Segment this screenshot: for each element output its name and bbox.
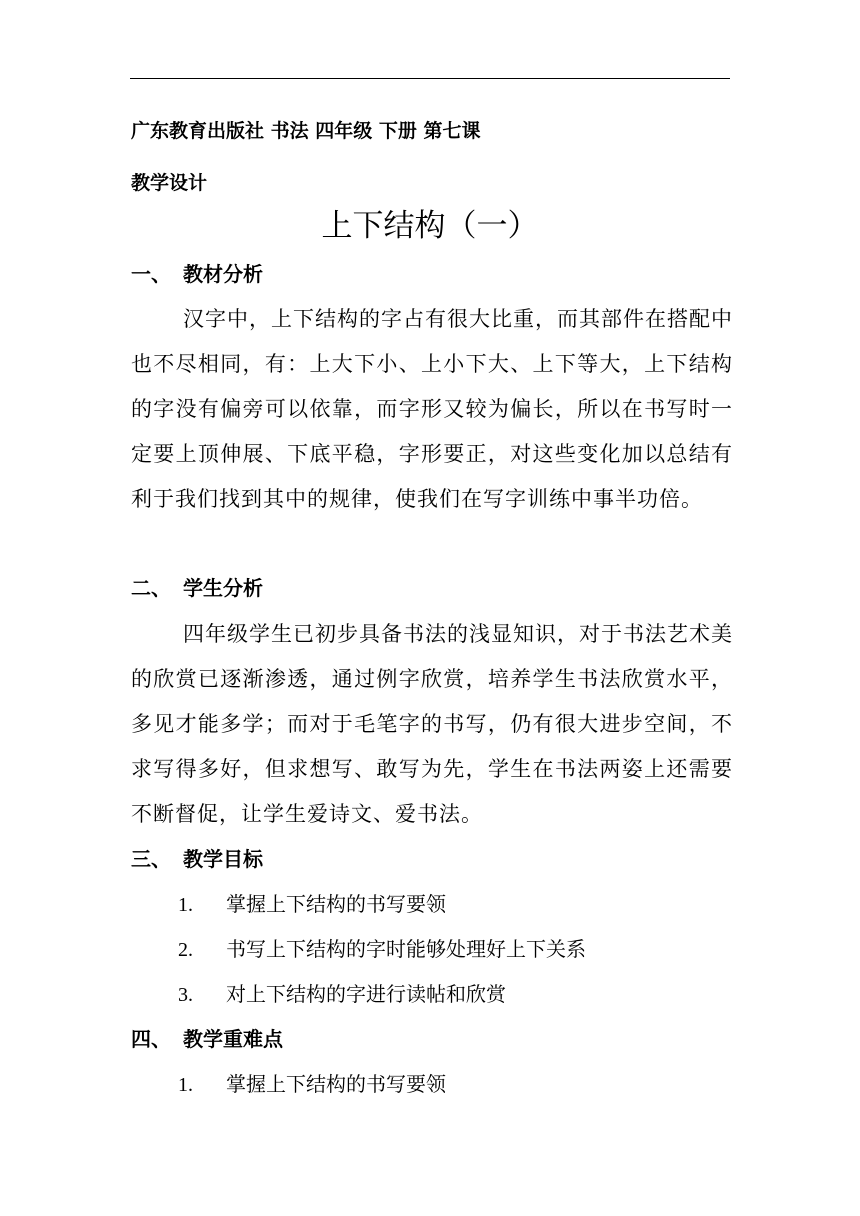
list-number: 1.: [178, 894, 193, 916]
list-text: 掌握上下结构的书写要领: [226, 1072, 446, 1096]
list-text: 书写上下结构的字时能够处理好上下关系: [226, 937, 586, 961]
section-number: 四、: [131, 1027, 171, 1051]
doc-type-label: 教学设计: [131, 172, 208, 194]
section-body-materials: 汉字中，上下结构的字占有很大比重，而其部件在搭配中也不尽相同，有：上大下小、上小下大、上下等大，上下结构的字没有偏旁可以依靠，而字形又较为偏长，所以在书写时一定要上顶伸展、下底平稳，字形要正，对这些变化加以总结有利于我们找到其中的规律，使我们在写字训练中事半功倍。: [131, 307, 733, 511]
header-rule: [130, 78, 730, 79]
list-number: 1.: [178, 1074, 193, 1096]
section-title: 教学重难点: [183, 1027, 283, 1051]
section-title: 教学目标: [183, 847, 263, 871]
list-item: [178, 894, 446, 915]
list-number: 2.: [178, 939, 193, 961]
section-heading-students: [131, 578, 263, 598]
section-heading-key-points: [131, 1029, 283, 1049]
list-item: [178, 1074, 446, 1095]
section-title: 学生分析: [183, 576, 263, 600]
list-item: [178, 939, 586, 960]
list-item: [178, 984, 506, 1005]
list-number: 3.: [178, 984, 193, 1006]
section-title: 教材分析: [183, 262, 263, 286]
page-title: 上下结构（一）: [321, 208, 539, 244]
section-number: 三、: [131, 847, 171, 871]
section-body-students: 四年级学生已初步具备书法的浅显知识，对于书法艺术美的欣赏已逐渐渗透，通过例字欣赏，培养学生书法欣赏水平，多见才能多学；而对于毛笔字的书写，仍有很大进步空间，不求写得多好，但求想写、敢写为先，学生在书法两姿上还需要不断督促，让学生爱诗文、爱书法。: [131, 622, 733, 826]
list-text: 掌握上下结构的书写要领: [226, 892, 446, 916]
publisher-line: 广东教育出版社 书法 四年级 下册 第七课: [131, 120, 481, 142]
list-text: 对上下结构的字进行读帖和欣赏: [226, 982, 506, 1006]
section-number: 一、: [131, 262, 171, 286]
section-heading-materials: [131, 264, 263, 284]
section-heading-objectives: [131, 849, 263, 869]
section-number: 二、: [131, 576, 171, 600]
